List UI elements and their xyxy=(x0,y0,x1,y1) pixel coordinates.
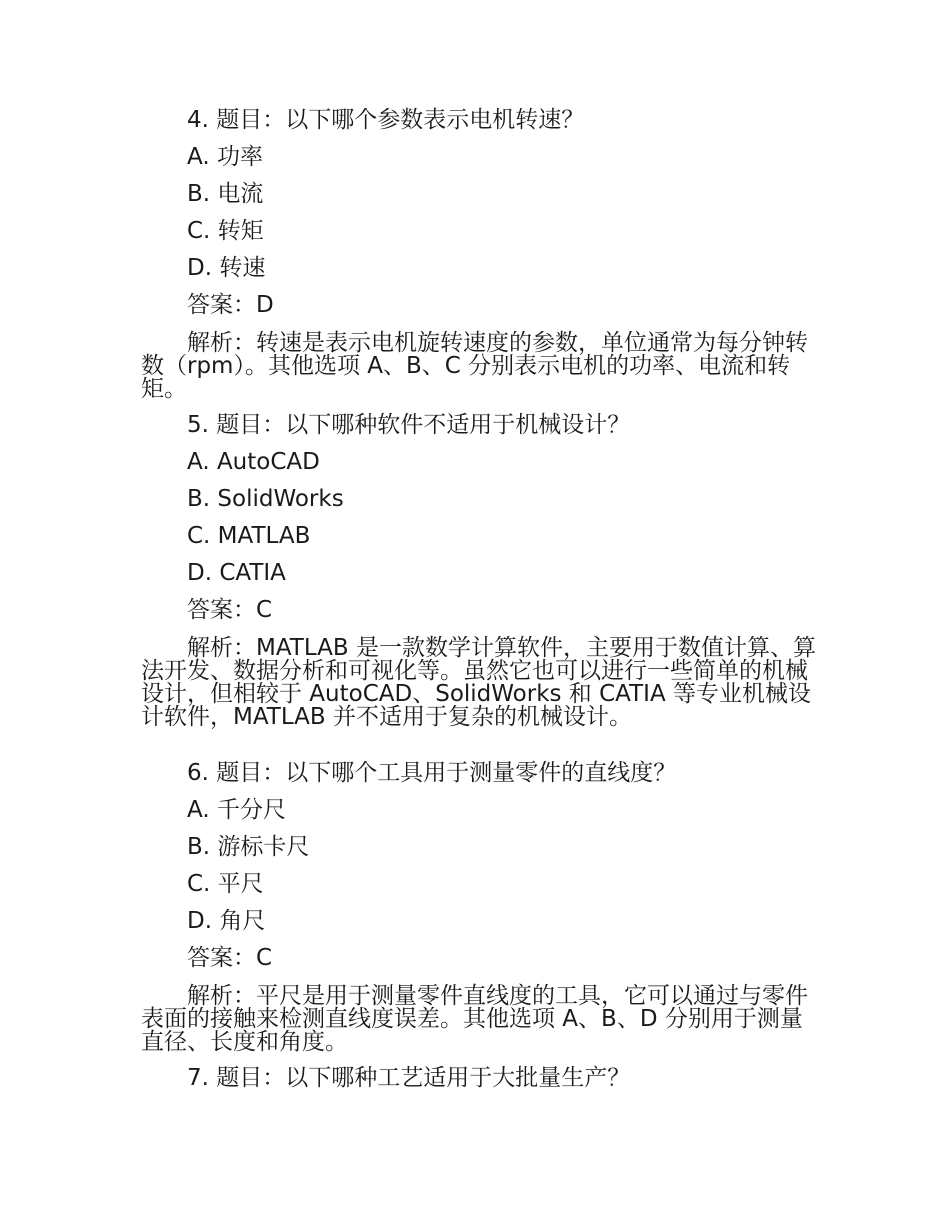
question-4-option-d: D. 转速 xyxy=(187,255,266,281)
question-4-option-c: C. 转矩 xyxy=(187,218,264,244)
question-5-answer: 答案：C xyxy=(187,597,273,623)
question-6-option-a: A. 千分尺 xyxy=(187,797,286,823)
question-4-explanation: 解析：转速是表示电机旋转速度的参数，单位通常为每分钟转数（rpm）。其他选项 A、B、C 分别表示电机的功率、电流和转矩。 xyxy=(141,330,808,402)
question-4-answer: 答案：D xyxy=(187,292,274,318)
question-5-option-b: B. SolidWorks xyxy=(187,486,344,512)
question-6-option-c: C. 平尺 xyxy=(187,871,264,897)
question-5-stem: 5. 题目：以下哪种软件不适用于机械设计？ xyxy=(187,412,631,438)
question-7-stem: 7. 题目：以下哪种工艺适用于大批量生产？ xyxy=(187,1065,631,1091)
question-4-stem: 4. 题目：以下哪个参数表示电机转速？ xyxy=(187,107,585,133)
question-5-option-c: C. MATLAB xyxy=(187,523,311,549)
question-4-option-b: B. 电流 xyxy=(187,181,264,207)
question-5-option-d: D. CATIA xyxy=(187,560,286,586)
question-5-option-a: A. AutoCAD xyxy=(187,449,320,475)
question-5-explanation: 解析：MATLAB 是一款数学计算软件，主要用于数值计算、算法开发、数据分析和可视化等。虽然它也可以进行一些简单的机械设计，但相较于 AutoCAD、SolidWorks 和 CATIA 等专业机械设计软件，MATLAB 并不适用于复杂的机械设计。 xyxy=(141,635,817,730)
question-6-answer: 答案：C xyxy=(187,945,273,971)
question-6-explanation: 解析：平尺是用于测量零件直线度的工具，它可以通过与零件表面的接触来检测直线度误差。其他选项 A、B、D 分别用于测量直径、长度和角度。 xyxy=(141,983,808,1055)
question-4-option-a: A. 功率 xyxy=(187,144,263,170)
question-6-option-d: D. 角尺 xyxy=(187,908,266,934)
question-6-option-b: B. 游标卡尺 xyxy=(187,834,310,860)
question-6-stem: 6. 题目：以下哪个工具用于测量零件的直线度？ xyxy=(187,760,677,786)
